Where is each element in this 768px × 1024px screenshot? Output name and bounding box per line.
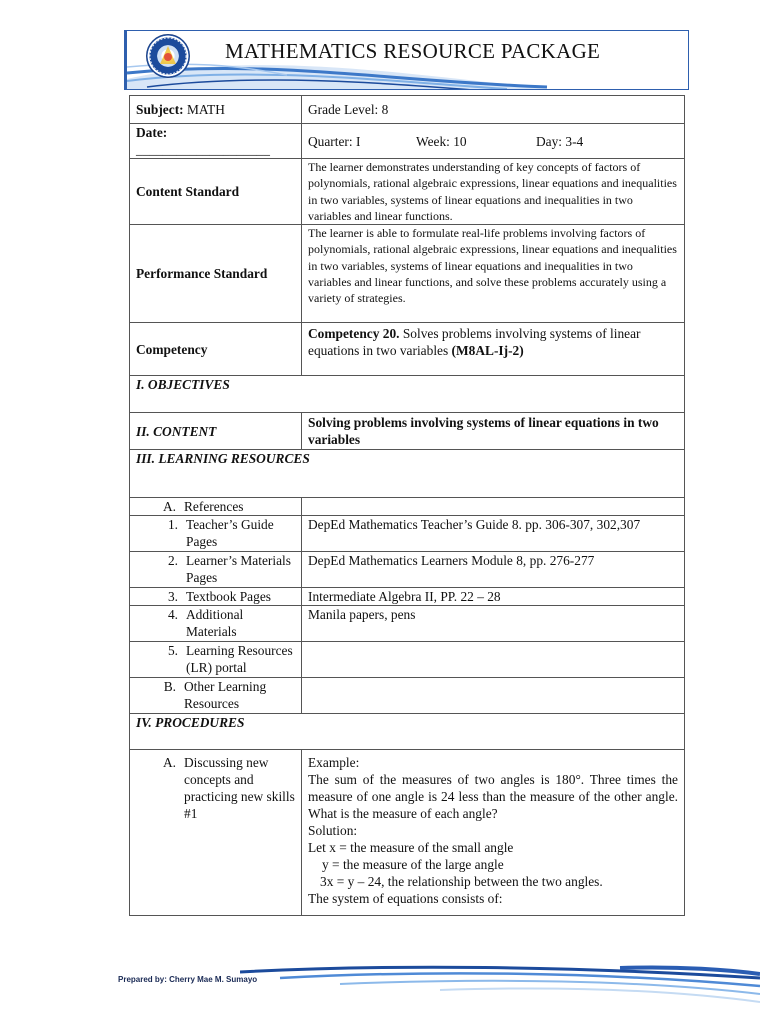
- other-resources-row: [130, 678, 685, 714]
- other-resources-label: Other Learning Resources: [184, 679, 267, 712]
- competency-label: Competency: [130, 323, 302, 376]
- procedure-a-content: [302, 750, 685, 916]
- competency-description: Solves problems involving systems of linear equations in two variables: [308, 326, 641, 359]
- let-y-line: y = the measure of the large angle: [322, 857, 504, 873]
- grade-level: Grade Level: 8: [302, 96, 685, 124]
- learning-resources-row: [130, 450, 685, 498]
- performance-standard-row: [130, 225, 685, 323]
- other-resources-num: B.: [163, 679, 176, 695]
- resource-num: 1.: [167, 517, 178, 533]
- resource-num: 4.: [167, 607, 178, 623]
- other-resources-value: [302, 678, 685, 714]
- date-blank: ____________________: [136, 142, 270, 157]
- content-text: Solving problems involving systems of linear equations in two variables: [302, 413, 685, 450]
- example-label: Example:: [308, 755, 360, 771]
- references-num: A.: [162, 499, 176, 515]
- procedures-heading: IV. PROCEDURES: [130, 714, 685, 750]
- system-line: The system of equations consists of:: [308, 891, 503, 907]
- subject-label: Subject:: [136, 102, 184, 117]
- resource-value: Intermediate Algebra II, PP. 22 – 28: [302, 588, 685, 606]
- resource-row: [130, 516, 685, 552]
- let-x-line: Let x = the measure of the small angle: [308, 840, 514, 856]
- date-label: Date:: [136, 125, 168, 140]
- procedure-a-label: Discussing new concepts and practicing new skills #1: [184, 755, 295, 822]
- quarter: Quarter: I: [308, 133, 361, 149]
- resource-num: 5.: [167, 643, 178, 659]
- lesson-plan-table: [129, 95, 685, 916]
- resource-label: Additional Materials: [186, 607, 244, 640]
- solution-label: Solution:: [308, 823, 358, 839]
- resource-value: DepEd Mathematics Learners Module 8, pp. 276-277: [302, 552, 685, 588]
- resource-label: Learner’s Materials Pages: [186, 553, 291, 586]
- resource-row: [130, 606, 685, 642]
- competency-row: [130, 323, 685, 376]
- week: Week: 10: [416, 133, 467, 149]
- learning-resources-heading: III. LEARNING RESOURCES: [130, 450, 685, 498]
- document-title: MATHEMATICS RESOURCE PACKAGE: [225, 39, 601, 63]
- seal-ring-decoration: [146, 34, 190, 78]
- content-row: [130, 413, 685, 450]
- resource-value: Manila papers, pens: [302, 606, 685, 642]
- content-standard-label: Content Standard: [130, 159, 302, 225]
- example-problem: The sum of the measures of two angles is 180°. Three times the measure of one angle is 24 less than the measure of the other angle. What is the measure of each angle?: [308, 772, 678, 822]
- resource-num: 3.: [167, 589, 178, 605]
- procedure-a-num: A.: [162, 755, 176, 771]
- subject-value: MATH: [186, 102, 225, 117]
- resource-value: [302, 642, 685, 678]
- procedures-row: [130, 714, 685, 750]
- resource-value: DepEd Mathematics Teacher’s Guide 8. pp. 306-307, 302,307: [302, 516, 685, 552]
- resource-num: 2.: [167, 553, 178, 569]
- performance-standard-label: Performance Standard: [130, 225, 302, 323]
- resource-label: Learning Resources (LR) portal: [186, 643, 293, 676]
- resource-label: Textbook Pages: [186, 589, 271, 605]
- date-row: [130, 124, 685, 159]
- resource-label: Teacher’s Guide Pages: [186, 517, 274, 550]
- content-heading: II. CONTENT: [130, 413, 302, 450]
- subject-row: [130, 96, 685, 124]
- performance-standard-text: The learner is able to formulate real-life problems involving factors of polynomials, rational algebraic expressions, linear equations and inequalities in two variables, systems of linear equations and inequalities in two variables and linear functions, and solve these problems accurately using a variety of strategies.: [302, 225, 685, 323]
- footer-swoosh-decoration: [240, 960, 760, 1010]
- references-label: References: [184, 499, 244, 515]
- content-standard-row: [130, 159, 685, 225]
- header-banner: [124, 30, 689, 90]
- procedure-a-row: [130, 750, 685, 916]
- objectives-heading: I. OBJECTIVES: [130, 376, 685, 413]
- resource-row: [130, 642, 685, 678]
- competency-code: (M8AL-Ij-2): [451, 343, 524, 359]
- competency-text: [302, 323, 685, 376]
- day: Day: 3-4: [536, 133, 584, 149]
- relation-line: 3x = y – 24, the relationship between the two angles.: [320, 874, 603, 890]
- objectives-row: [130, 376, 685, 413]
- resource-row: [130, 552, 685, 588]
- content-standard-text: The learner demonstrates understanding of key concepts of factors of polynomials, rational algebraic expressions, linear equations and inequalities in two variables, systems of linear equations and inequalities in two variables and linear functions.: [302, 159, 685, 225]
- references-row: [130, 498, 685, 516]
- competency-prefix: Competency 20.: [308, 326, 400, 342]
- prepared-by: Prepared by: Cherry Mae M. Sumayo: [118, 975, 258, 984]
- resource-row: [130, 588, 685, 606]
